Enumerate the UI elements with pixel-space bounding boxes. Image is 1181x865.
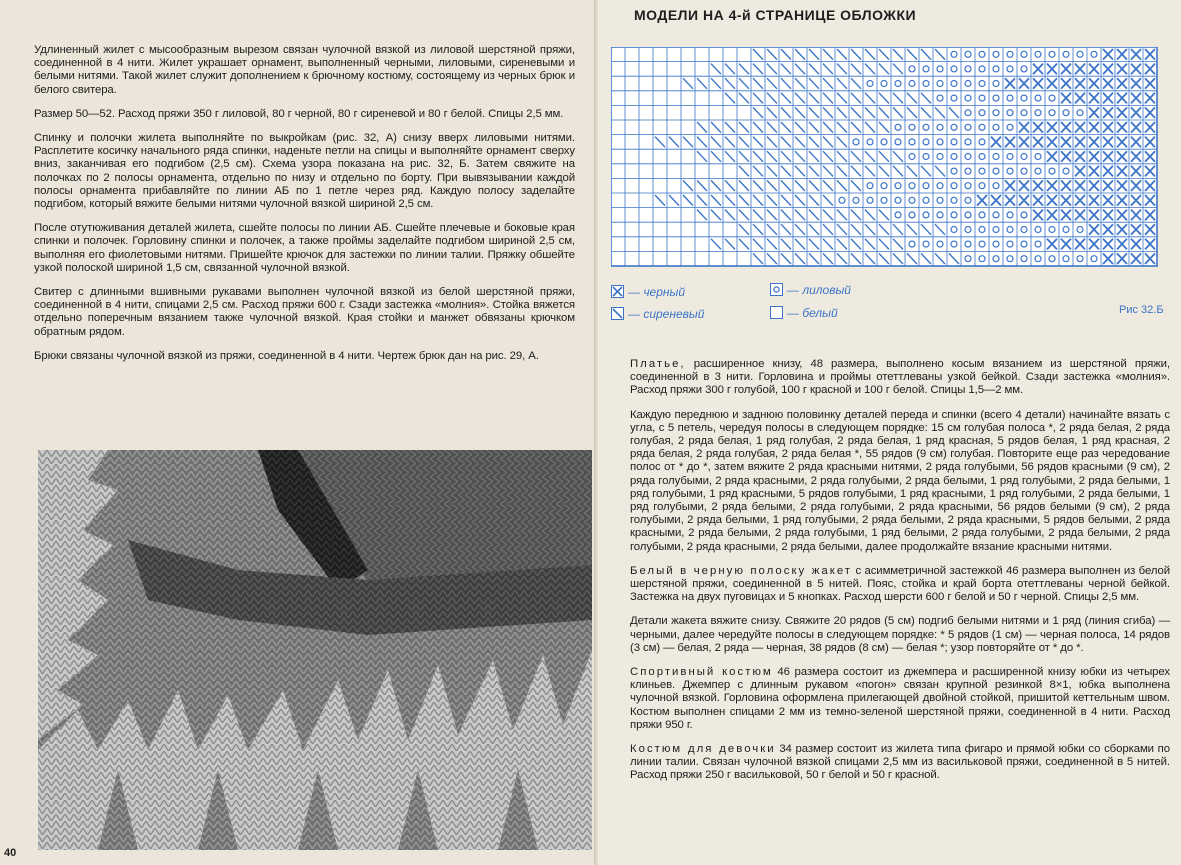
- paragraph: Костюм для девочки 34 размер состоит из жилета типа фигаро и прямой юбки со сборками по линии талии. Связан чулочной вязкой спицами 2,5 мм из васильковой пряжи, соединенной в 5 нитей. Расход пряжи 250 г васильковой, 50 г белой и 50 г красной.: [630, 743, 1170, 782]
- legend-label: — лиловый: [787, 283, 851, 297]
- paragraph: Брюки связаны чулочной вязкой из пряжи, соединенной в 4 нити. Чертеж брюк дан на рис. 29, А.: [34, 349, 539, 362]
- legend-label: — сиреневый: [628, 307, 705, 321]
- paragraph: Платье, расширенное книзу, 48 размера, выполнено косым вязанием из шерстяной пряжи, соединенной в 3 нити. Горловина и проймы отеттлеваны узкой бейкой. Сзади застежка «молния». Расход пряжи 300 г голубой, 100 г красной и 100 г белой. Спицы 1,5—2 мм.: [630, 358, 1170, 397]
- paragraph: Свитер с длинными вшивными рукавами выполнен чулочной вязкой из белой шерстяной пряжи, соединенной в 4 нити, спицами 2,5 см. Расход пряжи 600 г. Сзади застежка «молния». Стойка вяжется отдельно поперечным вязанием также чулочной вязкой. Края стойки и манжет обвязаны крючком обратным рядом.: [34, 286, 575, 338]
- knitting-chart: [611, 47, 1159, 274]
- cross-icon: [611, 285, 624, 298]
- legend-label: — черный: [628, 285, 685, 299]
- legend-item-black: [611, 285, 685, 299]
- right-text-column: [630, 358, 1170, 794]
- knitting-photo: [38, 450, 592, 850]
- page-gutter: [594, 0, 598, 865]
- paragraph: Белый в черную полоску жакет с асимметричной застежкой 46 размера выполнен из белой шерстяной пряжи, соединенной в 5 нитей. Пояс, стойка и край борта отеттлеваны черной бейкой. Застежка на двух пуговицах и 5 кнопках. Расход шерсти 600 г белой и 50 г черной. Спицы 2,5 мм.: [630, 564, 1170, 604]
- figure-label: Рис 32.Б: [1119, 304, 1164, 316]
- paragraph: Каждую переднюю и заднюю половинку деталей переда и спинки (всего 4 детали) начинайте вязать с угла, с 5 петель, чередуя полосы в следующем порядке: 15 см голубая полоса *, 2 ряда белая, 2 ряда голубая, 2 ряда белая, 1 ряд голубая, 2 ряда белая, 1 ряд красная, 5 рядов белая, 1 ряд красная, 2 ряда белая, 2 ряда голубая, 2 ряда белая *, 55 рядов (9 см) голубая. Повторите еще раз чередование полос от * до *, затем вяжите 2 ряда красными нитями, 2 ряда голубыми, 56 рядов красными (9 см), 2 ряда голубыми, 2 ряда красными, 2 ряда голубыми, 2 ряда белыми, 1 ряд голубыми, 2 ряда белыми, 1 ряд голубыми, 1 ряд красными, 5 рядов голубыми, 1 ряд красными, 1 ряд голубыми, 2 ряда белыми, 1 ряд голубыми, 2 ряда белыми, 2 ряда голубыми, 2 ряда красными, 56 рядов белыми (9 см), 2 ряда голубыми, 2 ряда белыми, 1 ряд голубыми, 2 ряда белыми, 2 ряда красными, 5 рядов белыми, 2 ряда красными, 2 ряда белыми, 2 ряда голубыми, 1 ряд белыми, 2 ряда голубыми, 2 ряда белыми, 2 ряда голубыми, 2 ряда красными, 2 ряда белыми, далее продолжайте вязание красными нитями.: [630, 408, 1170, 553]
- circle-icon: [770, 283, 783, 296]
- legend-item-white: [770, 306, 838, 320]
- legend-label: — белый: [787, 306, 838, 320]
- page-title: МОДЕЛИ НА 4-й СТРАНИЦЕ ОБЛОЖКИ: [634, 7, 917, 23]
- paragraph: Удлиненный жилет с мысообразным вырезом связан чулочной вязкой из лиловой шерстяной пряжи, соединенной в 4 нити. Жилет украшает орнамент, выполненный черными, лиловыми, сиреневыми и белыми нитями. Такой жилет служит дополнением к брючному костюму, состоящему из черных брюк и белого свитера.: [34, 44, 575, 96]
- empty-square-icon: [770, 306, 783, 319]
- diagonal-icon: [611, 307, 624, 320]
- paragraph: После отутюживания деталей жилета, сшейте полосы по линии АБ. Сшейте плечевые и боковые края спинки и полочек. Горловину спинки и полочек, а также проймы заделайте подгибом шириной 2,5 см, выполняя его фиолетовыми нитями. Пришейте крючок для застежки по линии талии. Пряжку обшейте узкой полоской шириной 1,5 см, связанной чулочной вязкой.: [34, 222, 575, 274]
- paragraph: Размер 50—52. Расход пряжи 350 г лиловой, 80 г черной, 80 г сиреневой и 80 г белой. Спицы 2,5 мм.: [34, 107, 564, 120]
- paragraph: Спортивный костюм 46 размера состоит из джемпера и расширенной книзу юбки из четырех клиньев. Джемпер с длинным рукавом «погон» связан крупной резинкой 8×1, юбка выполнена чулочной вязкой. Горловина оформлена прилегающей двойной стойкой, пришитой кеттельным швом. Костюм выполнен спицами 2 мм из темно-зеленой шерстяной пряжи, соединенной в 4 нити. Расход пряжи 950 г.: [630, 666, 1170, 731]
- left-text-column: [34, 44, 575, 374]
- legend-item-lilac-light: [611, 307, 704, 321]
- page-number: 40: [4, 847, 17, 859]
- paragraph: Спинку и полочки жилета выполняйте по выкройкам (рис. 32, А) снизу вверх лиловыми нитями. Расплетите косичку начального ряда спинки, наденьте петли на спицы и выполняйте орнамент сверху вниз, заканчивая его подгибом (2,5 см). Схема узора показана на рис. 32, Б. Затем свяжите на полочках по 2 полосы орнамента, отдельно по низу и отдельно по борту. При вывязывании каждой полосы орнамента прибавляйте по линии АБ по 1 петле через ряд. Каждую полосу заделайте подгибом, который вяжите белыми нитями чулочной вязкой шириной 2,5 см.: [34, 132, 575, 211]
- paragraph: Детали жакета вяжите снизу. Свяжите 20 рядов (5 см) подгиб белыми нитями и 1 ряд (линия сгиба) — черными, далее чередуйте полосы в следующем порядке: * 5 рядов (1 см) — черная полоса, 14 рядов (3 см) — белая, 2 ряда — черная, 38 рядов (8 см) — белая *; узор повторяйте от * до *.: [630, 615, 1170, 654]
- legend-item-lilac: [770, 283, 851, 297]
